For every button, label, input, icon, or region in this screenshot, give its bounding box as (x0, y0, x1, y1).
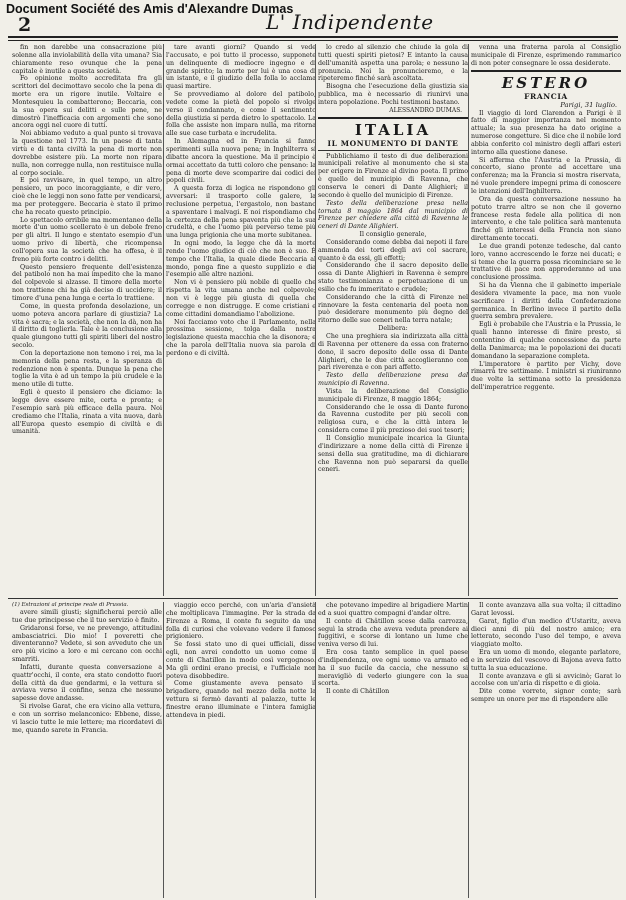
paragraph: Come giustamente aveva pensato il brigadiere, quando nel mezzo della notte la vettura si fermò davanti al palazzo, tutte le finestre erano illuminate e l'intera famiglia attendeva in piedi. (166, 680, 316, 719)
paragraph: Se provvediamo al dolore del patibolo, vedete come la pietà del popolo si rivolge verso il condannato, e come il sentimento della giustizia si perda dietro lo spettacolo. La folla che assiste non impara nulla, ma ritorna alle sue case turbata e incrudelita. (166, 91, 316, 138)
paragraph: Si ha da Vienna che il gabinetto imperiale desidera vivamente la pace, ma non vuole sacrificare i diritti della Confederazione germanica. In Berlino invece il partito della guerra sembra prevalere. (471, 282, 621, 321)
masthead-rule-thin (8, 40, 618, 41)
paragraph: Egli è questo il pensiero che diciamo: la legge deve essere mite, certa e pronta; e l'esempio sarà più efficace della paura. Noi crediamo che l'Italia, rinata a vita nuova, darà all'Europa questo esempio di civiltà e di umanità. (12, 389, 162, 436)
rule (318, 150, 468, 151)
paragraph: Il viaggio di lord Clarendon a Parigi è il fatto di maggior importanza nel momento attuale; la sua presenza ha dato origine a numerose congetture. Si dice che il nobile lord abbia conferito col ministro degli affari esteri intorno alla questione danese. (471, 109, 621, 156)
column-separator (315, 602, 316, 898)
section-rule (471, 70, 621, 72)
paragraph: Che una preghiera sia indirizzata alla città di Ravenna per ottenere da essa con fraterno dono, il sacro deposito delle ossa di Dante Alighieri, che le due città accoglieranno con pari riverenza e con pari affetto. (318, 333, 468, 372)
column-1 (12, 44, 162, 596)
paragraph: Il consiglio generale, (359, 231, 427, 239)
paragraph: avere simili giusti; significherai perciò alle tue due principesse che il tuo servizio è finito. (12, 609, 162, 624)
column-separator (163, 44, 164, 596)
paragraph: Noi abbiamo veduto a qual punto si trovava la questione nel 1773. In un paese di tanta virtù e di tanta civiltà la pena di morte non dovrebbe esistere più. La morte non ripara nulla, non corregge nulla, non restituisce nulla al corpo sociale. (12, 130, 162, 177)
paragraph: Il conte di Châtillon (326, 688, 390, 696)
column-3 (318, 44, 468, 596)
paragraph: Considerando che la città di Firenze nel rinnovare la festa centenaria del poeta non può desiderare monumento più degno del ritorno delle sue ceneri nella terra natale; (318, 293, 468, 325)
paragraph: Lo spettacolo orribile ma momentaneo della morte d'un uomo scellerato è un debole freno per gli altri. Il lungo e stentato esempio d'un uomo privo di libertà, che ricompensa coll'opera sua la società che ha offesa, è il freno più forte contro i delitti. (12, 216, 162, 263)
paragraph: Testo della deliberazione presa dal municipio di Ravenna. (318, 372, 468, 388)
paragraph: Pubblichiamo il testo di due deliberazioni municipali relative al monumento che si sta per erigere in Firenze al divino poeta. Il primo è quello del municipio di Ravenna, che conserva le ceneri di Dante Alighieri; il secondo è quello del municipio di Firenze. (318, 152, 468, 199)
paragraph: Noi facciamo voto che il Parlamento, nella prossima sessione, tolga dalla nostra legislazione questa macchia che la disonora; e che la parola dell'Italia nuova sia parola di perdono e di civiltà. (166, 318, 316, 357)
page-number: 2 (18, 14, 32, 36)
paragraph: Testo della deliberazione presa nella tornata 8 maggio 1864 dal municipio di Firenze per chiedere alla città di Ravenna le ceneri di Dante Alighieri. (318, 199, 468, 231)
section-heading: ITALIA (354, 120, 432, 139)
column-separator (163, 602, 164, 898)
paragraph: Considerando che il sacro deposito delle ossa di Dante Alighieri in Ravenna è sempre stato testimonianza e perpetuazione di un esilio che fu immeritato e crudele; (318, 262, 468, 293)
section-rule (318, 117, 468, 119)
paragraph: viaggio ecco perché, con un'aria d'ansietà che moltiplicava l'immagine. Per la strada da Firenze a Roma, il conte fu seguito da una folla di curiosi che volevano vedere il famoso prigioniero. (166, 602, 316, 641)
column-4 (471, 44, 621, 596)
paragraph: Se fossi stato uno di quei ufficiali, disse egli, non avrei condotto un uomo come il conte di Chatillon in modo così vergognoso. Ma gli ordini erano precisi, e l'ufficiale non poteva disobbedire. (166, 641, 316, 680)
paragraph: Ora da questa conversazione nessuno ha potuto trarre altro se non che il governo francese resta fedele alla politica di non intervento, e che tale politica sarà mantenuta finché gli interessi della Francia non siano direttamente toccati. (471, 195, 621, 243)
paragraph: Questo pensiero frequente dell'esistenza del patibolo non ha mai impedito che la mano del colpevole si alzasse. Il timore della morte non trattiene chi ha già deciso di uccidere; il timore d'una pena lunga e certa lo trattiene. (12, 263, 162, 302)
paragraph: Come, in questa profonda desolazione, un uomo poteva ancora parlare di giustizia? La vita è sacra; e la società, che non la dà, non ha il diritto di toglierla. Tale è la conclusione alla quale giungono tutti gli spiriti liberi del nostro secolo. (12, 302, 162, 350)
paragraph: Non vi è pensiero più nobile di quello che rispetta la vita umana anche nel colpevole; non vi è legge più giusta di quella che corregge e non distrugge. E come cristiani e come cittadini domandiamo l'abolizione. (166, 279, 316, 318)
paragraph: Era un uomo di mondo, elegante parlatore, e in servizio del vescovo di Bajona aveva fatto tutta la sua educazione. (471, 649, 621, 672)
paragraph: Era cosa tanto semplice in quel paese d'indipendenza, ove ogni uomo va armato ed ha il suo fucile da caccia, che nessuno si meravigliò di vederlo giungere con la sua scorta. (318, 649, 468, 688)
paragraph: Gridaronsi forse, ve ne prevengo, attitudini ambasciatrici. Dio mio! I poveretti che diventeranno? Vedete, si son avveduto che un ero più vicino a loro e mi cercano con occhi smarriti. (12, 624, 162, 664)
paragraph: tare avanti giorni? Quando si vede l'accusato, e poi tutto il processo, supponete un delinquente di mediocre ingegno e di grande spirito; la morte per lui è una cosa di un istante, e il giudizio della folla lo acclama quasi martire. (166, 44, 316, 91)
paragraph: Delibera: (378, 325, 408, 333)
bottom-column-3 (318, 602, 468, 898)
paragraph: venna una fraterna parola al Consiglio municipale di Firenze, esprimendo rammarico di non poter consegnare le ossa desiderate. (471, 44, 621, 67)
section-heading: ESTERO (501, 73, 591, 92)
paragraph: Le due grandi potenze tedesche, dal canto loro, vanno accrescendo le forze nei ducati; e si teme che la guerra possa ricominciare se le trattative di pace non approderanno ad una conclusione prossima. (471, 242, 621, 282)
paragraph: che potevano impedire al brigadiere Martin ed a suoi quattro compagni d'andar oltre. (318, 602, 468, 617)
bottom-column-4 (471, 602, 621, 898)
newspaper-title: L' Indipendente (266, 10, 434, 34)
paragraph: Dite come vorrete, signor conte; sarà sempre un onore per me di rispondere alle (471, 688, 621, 704)
paragraph: Considerando come debba dai nepoti il fare ammenda dei torti degli avi col sacrare, quanto è da essi, gli effetti; (318, 238, 468, 262)
paragraph: Il conte avanzava alla sua volta; il cittadino Garat levossi. (471, 602, 621, 617)
paragraph: L'imperatore è partito per Vichy, dove rimarrà tre settimane. I ministri si riuniranno due volte la settimana sotto la presidenza dell'imperatrice reggente. (471, 360, 621, 392)
bottom-column-2 (166, 602, 316, 898)
signature: ALESSANDRO DUMAS. (389, 106, 462, 114)
watermark: Document Société des Amis d'Alexandre Dumas (6, 2, 294, 16)
paragraph: Bisogna che l'esecuzione della giustizia sia pubblica, ma è necessario di riunirvi una intera popolazione. Pochi testimoni bastano. (318, 83, 468, 106)
paragraph: Il conte di Châtillon scese dalla carrozza, seguì la strada che aveva veduta prendere ai fuggitivi, e scorse di lontano un lume che veniva verso di lui. (318, 617, 468, 649)
paragraph: Considerando che le ossa di Dante furono da Ravenna custodite per più secoli con religiosa cura, e che la città intera le considera come il più prezioso dei suoi tesori; (318, 403, 468, 435)
dateline: Parigi, 31 luglio. (560, 100, 617, 109)
country-heading: FRANCIA (524, 91, 568, 101)
column-separator (315, 44, 316, 596)
paragraph: Infatti, durante questa conversazione a quattr'occhi, il conte, era stato condotto fuori della città da due gendarmi, e la vettura si avviava verso il confine, senza che nessuno sapesse dove andasse. (12, 663, 162, 703)
paragraph: In Alemagna ed in Francia si fanno sperimenti sulla nuova pena; in Inghilterra si dibatte ancora la questione. Ma il principio è ormai accettato da tutti coloro che pensano: la pena di morte deve scomparire dai codici dei popoli civili. (166, 138, 316, 185)
paragraph: A questa forza di logica ne rispondono gli avversari: il trasporto colle galere, la reclusione perpetua, l'ergastolo, non bastano a spaventare i malvagi. E noi rispondiamo che la certezza della pena spaventa più che la sua crudeltà, e che l'uomo più perverso teme più una lunga prigionia che una morte subitanea. (166, 185, 316, 240)
paragraph: Garat, figlio d'un medico d'Ustaritz, aveva dieci anni di più del nostro amico; era letterato, secondo l'uso del tempo, e aveva viaggiato molto. (471, 617, 621, 649)
paragraph: fin non darebbe una consacrazione più solenne alla inviolabilità della vita umana? Sia chiaramente reso ovunque che la pena capitale è inutile a questa società. (12, 44, 162, 75)
footnote: (1) Estrazioni al principe reale di Prussia. (12, 602, 129, 608)
paragraph: Egli è probabile che l'Austria e la Prussia, le quali hanno interesse di finire presto, si contentino di qualche concessione da parte della Danimarca; ma le popolazioni dei ducati domandano la separazione completa. (471, 321, 621, 360)
paragraph: Con la deportazione non temono i rei, ma la memoria della pena resta, e la speranza di redenzione non è spenta. Dunque la pena che toglie la vita è ad un tempo la più crudele e la meno utile di tutte. (12, 349, 162, 389)
column-2 (166, 44, 316, 596)
paragraph: Vista la deliberazione del Consiglio municipale di Firenze, 8 maggio 1864; (318, 387, 468, 403)
paragraph: Il Consiglio municipale incarica la Giunta d'indirizzare a nome della città di Firenze i sensi della sua gratitudine, ma di dichiarare che Ravenna non può separarsi da quelle ceneri. (318, 434, 468, 474)
article-heading: IL MONUMENTO DI DANTE (327, 138, 459, 148)
column-separator (468, 44, 469, 596)
column-separator (468, 602, 469, 898)
paragraph: E poi ravvisare, in quel tempo, un altro pensiero, un poco incoraggiante, e dir vero, cioè che le leggi non sono fatte per vendicarsi, ma per proteggere. Beccaria è stato il primo che ha recato questo principio. (12, 177, 162, 216)
paragraph: Fo opinione molto accreditata fra gli scrittori del decimottavo secolo che la pena di morte era un rigore inutile. Voltaire e Montesquieu la combatterono; Beccaria, con la sua opera sui delitti e sulle pene, ne dimostrò l'inefficacia con argomenti che sono ancora oggi nel cuore di tutti. (12, 75, 162, 130)
paragraph: Si rivolse Garat, che era vicino alla vettura, e con un sorriso melanconico: Ebbene, disse, vi lascio tutte le mie lettere; ma ricordatevi di me, quando sarete in Francia. (12, 703, 162, 734)
paragraph: Si afferma che l'Austria e la Prussia, di concerto, siano pronte ad accettare una conferenza; ma la Francia si mostra riservata, né vuole prendere impegni prima di conoscere le intenzioni dell'Inghilterra. (471, 156, 621, 195)
paragraph: lo credo al silenzio che chiude la gola di tutti questi spiriti pietosi? E intanto la causa dell'umanità aspetta una parola; e nessuno la pronuncia. Noi la pronuncieremo, e la ripeteremo finché sarà ascoltata. (318, 44, 468, 83)
paragraph: In ogni modo, la legge che dà la morte rende l'uomo giudice di ciò che non è suo. È tempo che l'Italia, la quale diede Beccaria al mondo, ponga fine a questo supplizio e dia l'esempio alle altre nazioni. (166, 240, 316, 279)
masthead-rule (8, 36, 618, 38)
paragraph: Il conte avanzava e gli si avvicinò; Garat lo accolse con un'aria di rispetto e di gioia. (471, 672, 621, 688)
section-divider (8, 598, 618, 599)
bottom-column-1 (12, 602, 162, 898)
